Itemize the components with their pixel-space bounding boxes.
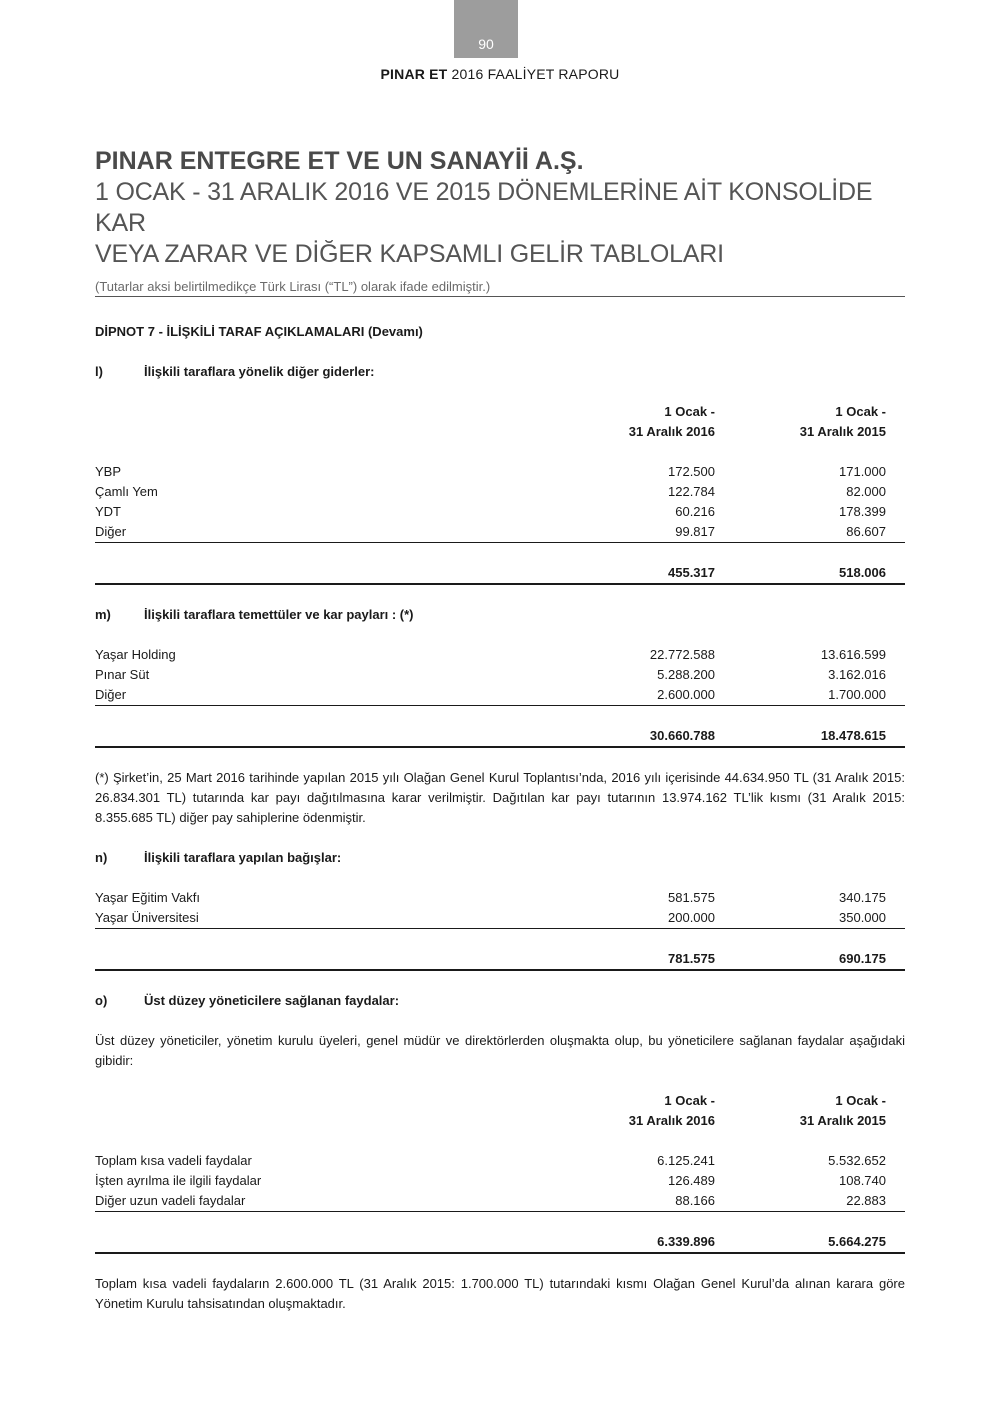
row-label: Diğer: [95, 687, 127, 702]
row-label: Diğer: [95, 524, 127, 539]
content: [95, 322, 905, 1314]
page-number: 90: [478, 36, 494, 52]
table-row: [95, 685, 905, 706]
total-2016: 455.317: [668, 565, 715, 580]
value-2016: 99.817: [675, 524, 715, 539]
company-title: PINAR ENTEGRE ET VE UN SANAYİİ A.Ş.: [95, 147, 584, 175]
value-2016: 200.000: [668, 910, 715, 925]
value-2016: 60.216: [675, 504, 715, 519]
section-m-heading: [95, 605, 905, 625]
total-2016: 781.575: [668, 951, 715, 966]
section-title: İlişkili taraflara yönelik diğer giderler:: [144, 364, 375, 379]
value-2015: 13.616.599: [820, 647, 886, 662]
value-2016: 172.500: [668, 464, 715, 479]
col-2015-line2: 31 Aralık 2015: [799, 424, 886, 439]
value-2016: 126.489: [668, 1173, 715, 1188]
section-letter: m): [95, 607, 111, 622]
value-2015: 340.175: [839, 890, 886, 905]
note-heading: DİPNOT 7 - İLİŞKİLİ TARAF AÇIKLAMALARI (Devamı): [95, 324, 423, 339]
executives-intro: Üst düzey yöneticiler, yönetim kurulu üyeleri, genel müdür ve direktörlerden oluşmakta olup, bu yöneticilere sağlanan faydalar aşağıdaki gibidir:: [95, 1033, 905, 1068]
total-2015: 518.006: [839, 565, 886, 580]
value-2015: 86.607: [846, 524, 886, 539]
col-2016-line2: 31 Aralık 2016: [628, 1113, 715, 1128]
dividend-footnote: (*) Şirket’in, 25 Mart 2016 tarihinde yapılan 2015 yılı Olağan Genel Kurul Toplantısı’nda, 2016 yılı içerisinde 44.634.950 TL (31 Aralık 2015: 26.834.301 TL) tutarında kar payı dağıtılmasına karar verilmiştir. Dağıtılan kar payı tutarının 13.974.162 TL’lik kısmı (31 Aralık 2015: 8.355.685 TL) diğer pay sahiplerine ödenmiştir.: [95, 770, 905, 825]
total-row: [95, 1232, 905, 1254]
col-2015-line2: 31 Aralık 2015: [799, 1113, 886, 1128]
section-letter: n): [95, 850, 108, 865]
row-label: Diğer uzun vadeli faydalar: [95, 1193, 246, 1208]
table-row: [95, 502, 905, 522]
table-row: [95, 1191, 905, 1212]
table-row: [95, 1151, 905, 1171]
value-2015: 22.883: [846, 1193, 886, 1208]
total-2015: 18.478.615: [820, 728, 886, 743]
row-label: Çamlı Yem: [95, 484, 158, 499]
table-row: [95, 665, 905, 685]
value-2016: 581.575: [668, 890, 715, 905]
title-block: [95, 146, 905, 297]
table-row: [95, 462, 905, 482]
running-head-text: 2016 FAALİYET RAPORU: [451, 66, 620, 82]
running-head: [0, 66, 1000, 82]
value-2016: 122.784: [668, 484, 715, 499]
total-2015: 5.664.275: [828, 1234, 886, 1249]
running-head-brand: PINAR ET: [380, 66, 448, 82]
section-title: İlişkili taraflara temettüler ve kar payları : (*): [144, 607, 414, 622]
section-l-heading: [95, 362, 905, 382]
total-row: [95, 949, 905, 971]
page-number-tab: [454, 0, 518, 58]
row-label: YDT: [95, 504, 121, 519]
section-letter: l): [95, 364, 103, 379]
row-label: YBP: [95, 464, 122, 479]
value-2015: 5.532.652: [828, 1153, 886, 1168]
total-2016: 30.660.788: [649, 728, 715, 743]
column-header-row: [95, 1091, 905, 1111]
statement-title-line-1: 1 OCAK - 31 ARALIK 2016 VE 2015 DÖNEMLERİNE AİT KONSOLİDE KAR: [95, 178, 873, 237]
value-2015: 350.000: [839, 910, 886, 925]
column-header-row: [95, 1111, 905, 1131]
table-row: [95, 1171, 905, 1191]
row-label: Pınar Süt: [95, 667, 150, 682]
section-title: Üst düzey yöneticilere sağlanan faydalar:: [144, 993, 400, 1008]
section-title: İlişkili taraflara yapılan bağışlar:: [144, 850, 342, 865]
value-2015: 178.399: [839, 504, 886, 519]
row-label: Yaşar Üniversitesi: [95, 910, 199, 925]
value-2016: 6.125.241: [657, 1153, 715, 1168]
value-2016: 5.288.200: [657, 667, 715, 682]
total-2016: 6.339.896: [657, 1234, 715, 1249]
value-2015: 171.000: [839, 464, 886, 479]
row-label: İşten ayrılma ile ilgili faydalar: [95, 1173, 262, 1188]
value-2016: 22.772.588: [649, 647, 715, 662]
table-row: [95, 645, 905, 665]
value-2015: 108.740: [839, 1173, 886, 1188]
section-o-heading: [95, 991, 905, 1011]
col-2015-line1: 1 Ocak -: [835, 1093, 886, 1108]
value-2015: 3.162.016: [828, 667, 886, 682]
section-n-heading: [95, 848, 905, 868]
currency-note: (Tutarlar aksi belirtilmedikçe Türk Lirası (“TL”) olarak ifade edilmiştir.): [95, 279, 905, 297]
total-row: [95, 726, 905, 748]
value-2015: 1.700.000: [828, 687, 886, 702]
total-row: [95, 563, 905, 585]
column-header-row: [95, 422, 905, 442]
col-2015-line1: 1 Ocak -: [835, 404, 886, 419]
closing-paragraph: Toplam kısa vadeli faydaların 2.600.000 TL (31 Aralık 2015: 1.700.000 TL) tutarındaki kısmı Olağan Genel Kurul’da alınan karara göre Yönetim Kurulu tahsisatından oluşmaktadır.: [95, 1276, 905, 1311]
value-2015: 82.000: [846, 484, 886, 499]
row-label: Yaşar Holding: [95, 647, 176, 662]
column-header-row: [95, 402, 905, 422]
table-row: [95, 522, 905, 543]
total-2015: 690.175: [839, 951, 886, 966]
col-2016-line1: 1 Ocak -: [664, 1093, 715, 1108]
value-2016: 2.600.000: [657, 687, 715, 702]
col-2016-line2: 31 Aralık 2016: [628, 424, 715, 439]
value-2016: 88.166: [675, 1193, 715, 1208]
table-row: [95, 482, 905, 502]
statement-title-line-2: VEYA ZARAR VE DİĞER KAPSAMLI GELİR TABLOLARI: [95, 240, 724, 268]
section-letter: o): [95, 993, 108, 1008]
table-row: [95, 888, 905, 908]
row-label: Toplam kısa vadeli faydalar: [95, 1153, 252, 1168]
table-row: [95, 908, 905, 929]
row-label: Yaşar Eğitim Vakfı: [95, 890, 200, 905]
col-2016-line1: 1 Ocak -: [664, 404, 715, 419]
